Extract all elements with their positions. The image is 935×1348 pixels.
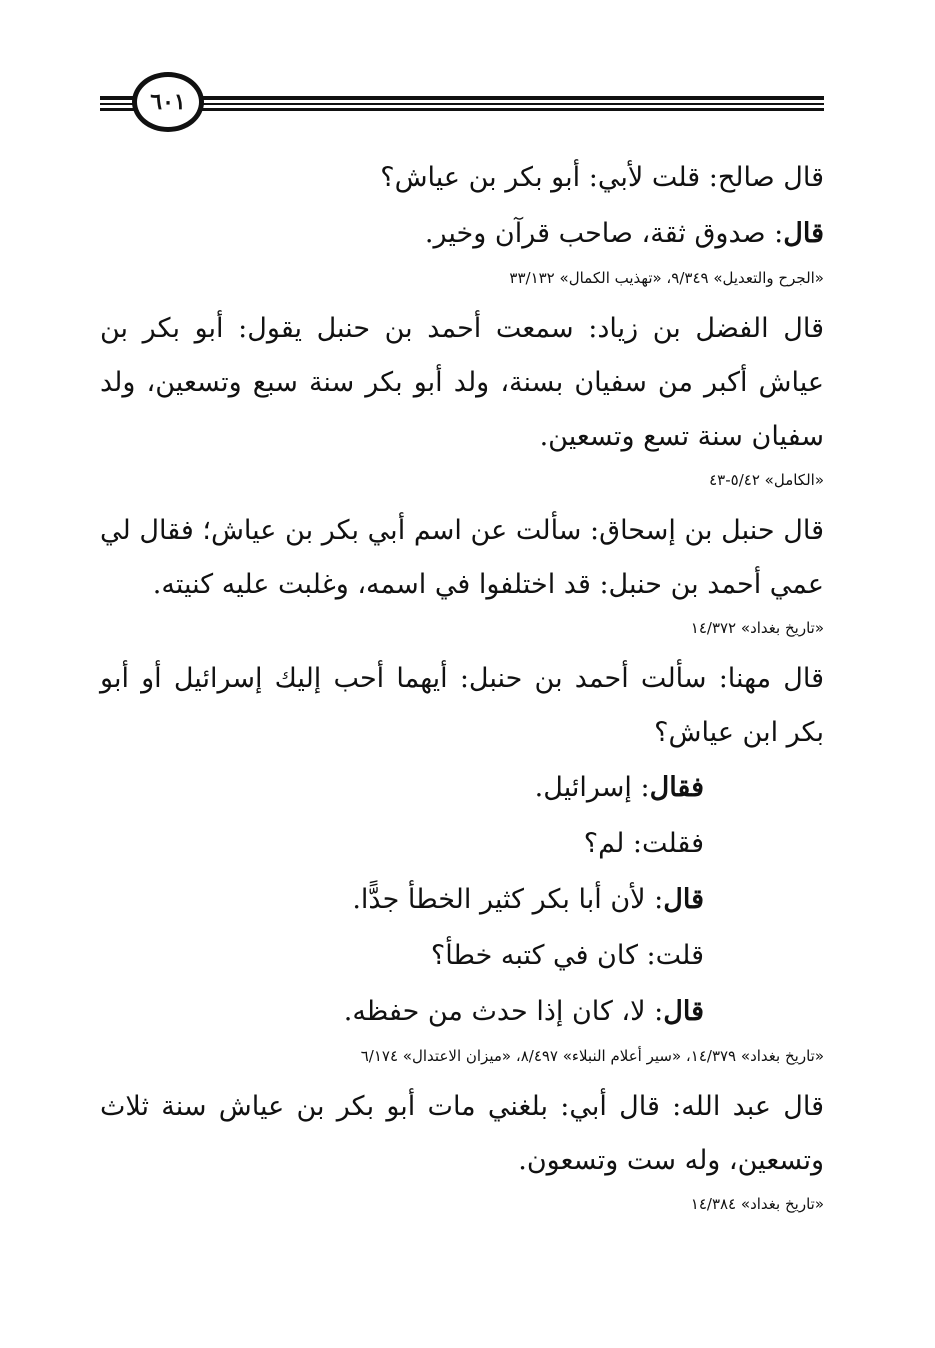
page-body — [100, 150, 824, 1228]
text-line: فقلت: لم؟ — [583, 828, 704, 859]
paragraph: قال عبد الله: قال أبي: بلغني مات أبو بكر بن عياش سنة ثلاث وتسعين، وله ست وتسعون. — [100, 1091, 824, 1176]
speaker-label: قال — [663, 996, 704, 1027]
speaker-label: قال — [663, 884, 704, 915]
reference-note: «الجرح والتعديل» ٩/٣٤٩، «تهذيب الكمال» ٣٣/١٣٢ — [509, 269, 824, 287]
paragraph: قال حنبل بن إسحاق: سألت عن اسم أبي بكر بن عياش؛ فقال لي عمي أحمد بن حنبل: قد اختلفوا في اسمه، وغلبت عليه كنيته. — [100, 515, 824, 600]
text-line: فقال: إسرائيل. — [534, 772, 704, 803]
reference-note: «تاريخ بغداد» ١٤/٣٧٢ — [690, 619, 824, 637]
text-line: قال: صدوق ثقة، صاحب قرآن وخير. — [424, 218, 824, 249]
text-line: قال: لأن أبا بكر كثير الخطأ جدًّا. — [352, 884, 704, 915]
paragraph: قال الفضل بن زياد: سمعت أحمد بن حنبل يقول: أبو بكر بن عياش أكبر من سفيان بسنة، ولد أبو بكر سنة سبع وتسعين، ولد سفيان سنة تسع وتسعين. — [100, 313, 824, 452]
speaker-label: قال — [783, 218, 824, 249]
reference-note: «تاريخ بغداد» ١٤/٣٨٤ — [690, 1195, 824, 1213]
speaker-label: فقال — [649, 772, 704, 803]
reference-note: «تاريخ بغداد» ١٤/٣٧٩، «سير أعلام النبلاء» ٨/٤٩٧، «ميزان الاعتدال» ٦/١٧٤ — [360, 1047, 824, 1065]
paragraph: قال مهنا: سألت أحمد بن حنبل: أيهما أحب إليك إسرائيل أو أبو بكر ابن عياش؟ — [100, 663, 824, 748]
text-line: قال صالح: قلت لأبي: أبو بكر بن عياش؟ — [380, 162, 824, 193]
header-rule-middle — [100, 103, 824, 105]
header-rule-top — [100, 96, 824, 100]
text-line: قال: لا، كان إذا حدث من حفظه. — [343, 996, 704, 1027]
text-line: قلت: كان في كتبه خطأ؟ — [430, 940, 704, 971]
page-header — [100, 70, 824, 134]
page-number: ٦٠١ — [132, 72, 204, 132]
reference-note: «الكامل» ٥/٤٢-٤٣ — [709, 471, 824, 489]
header-rule-bottom — [100, 108, 824, 111]
